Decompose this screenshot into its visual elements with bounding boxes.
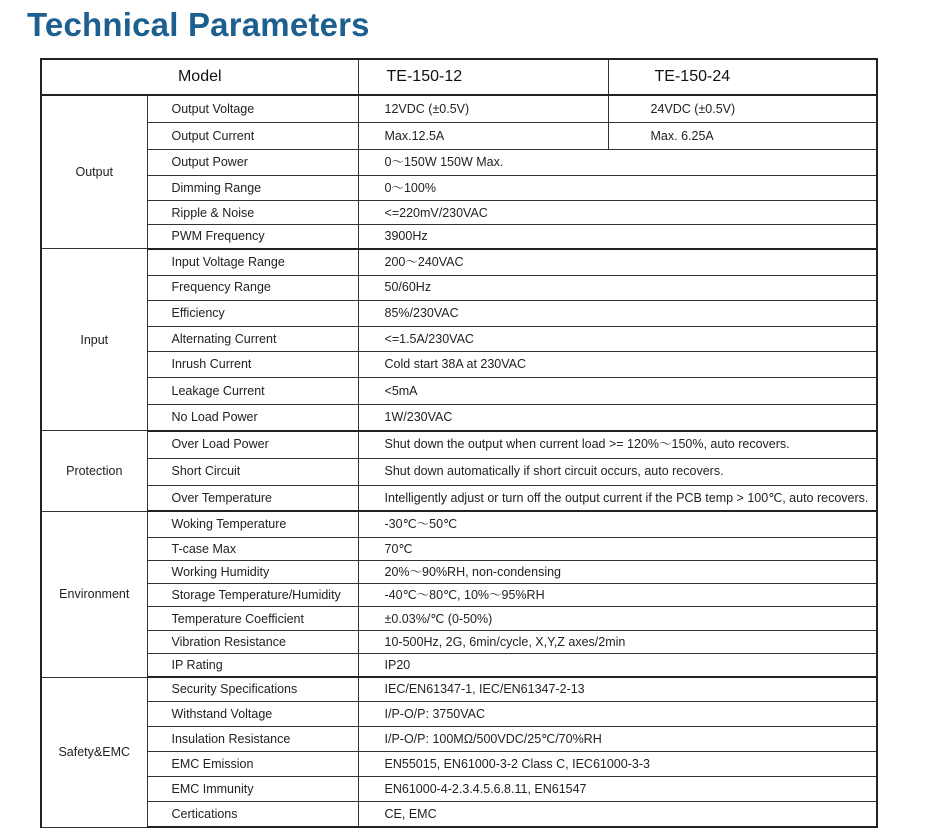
table-row	[41, 351, 877, 377]
group-label-output: Output	[41, 95, 147, 249]
table-row	[41, 777, 877, 802]
table-row	[41, 485, 877, 511]
param-value: 70℃	[358, 537, 877, 560]
param-value: 200～240VAC	[358, 249, 877, 275]
param-value: 10-500Hz, 2G, 6min/cycle, X,Y,Z axes/2min	[358, 631, 877, 654]
param-label: Output Power	[147, 149, 358, 175]
model-te-150-24: TE-150-24	[608, 59, 877, 95]
table-row	[41, 326, 877, 351]
table-row	[41, 431, 877, 458]
table-header-row	[41, 59, 877, 95]
param-value: Cold start 38A at 230VAC	[358, 351, 877, 377]
table-row	[41, 176, 877, 201]
param-value: 20%～90%RH, non-condensing	[358, 561, 877, 584]
param-label: T-case Max	[147, 537, 358, 560]
param-label: Leakage Current	[147, 378, 358, 405]
param-label: Over Temperature	[147, 485, 358, 511]
param-value: IP20	[358, 654, 877, 677]
param-value: 85%/230VAC	[358, 300, 877, 326]
param-label: Over Load Power	[147, 431, 358, 458]
table-row	[41, 802, 877, 827]
table-row	[41, 511, 877, 537]
param-label: Temperature Coefficient	[147, 607, 358, 631]
param-value: I/P-O/P: 3750VAC	[358, 701, 877, 726]
param-label: Inrush Current	[147, 351, 358, 377]
param-value: 0～100%	[358, 176, 877, 201]
param-label: IP Rating	[147, 654, 358, 677]
table-row	[41, 726, 877, 751]
param-value: -30℃～50℃	[358, 511, 877, 537]
table-row	[41, 701, 877, 726]
table-row	[41, 654, 877, 677]
table-row	[41, 201, 877, 225]
param-label: Insulation Resistance	[147, 726, 358, 751]
param-label: Alternating Current	[147, 326, 358, 351]
param-label: Output Current	[147, 122, 358, 149]
param-value: 50/60Hz	[358, 275, 877, 300]
param-value: EN55015, EN61000-3-2 Class C, IEC61000-3-3	[358, 751, 877, 776]
param-label: Vibration Resistance	[147, 631, 358, 654]
param-label: PWM Frequency	[147, 225, 358, 249]
param-value: Intelligently adjust or turn off the output current if the PCB temp > 100℃, auto recovers.	[358, 485, 877, 511]
group-label-protection: Protection	[41, 431, 147, 511]
param-value: 0～150W 150W Max.	[358, 149, 877, 175]
group-label-environment: Environment	[41, 511, 147, 677]
table-row	[41, 584, 877, 607]
param-label: Output Voltage	[147, 95, 358, 122]
param-value: I/P-O/P: 100MΩ/500VDC/25℃/70%RH	[358, 726, 877, 751]
param-label: Frequency Range	[147, 275, 358, 300]
param-value: ±0.03%/℃ (0-50%)	[358, 607, 877, 631]
table-row	[41, 378, 877, 405]
model-te-150-12: TE-150-12	[358, 59, 608, 95]
param-label: Woking Temperature	[147, 511, 358, 537]
page-title: Technical Parameters	[27, 6, 370, 43]
param-value: -40℃～80℃, 10%～95%RH	[358, 584, 877, 607]
table-row	[41, 122, 877, 149]
param-value: <=220mV/230VAC	[358, 201, 877, 225]
param-label: Storage Temperature/Humidity	[147, 584, 358, 607]
param-value-te-150-24: Max. 6.25A	[608, 122, 877, 149]
table-row	[41, 149, 877, 175]
table-row	[41, 275, 877, 300]
param-label: EMC Immunity	[147, 777, 358, 802]
param-label: Efficiency	[147, 300, 358, 326]
param-value: <5mA	[358, 378, 877, 405]
param-label: Withstand Voltage	[147, 701, 358, 726]
table-row	[41, 95, 877, 122]
group-label-input: Input	[41, 249, 147, 431]
param-label: Ripple & Noise	[147, 201, 358, 225]
table-row	[41, 249, 877, 275]
table-row	[41, 537, 877, 560]
table-row	[41, 677, 877, 701]
model-label: Model	[41, 59, 358, 95]
group-label-safety-emc: Safety&EMC	[41, 677, 147, 827]
param-label: Input Voltage Range	[147, 249, 358, 275]
table-row	[41, 751, 877, 776]
table-row	[41, 561, 877, 584]
table-row	[41, 300, 877, 326]
param-value-te-150-24: 24VDC (±0.5V)	[608, 95, 877, 122]
param-value: 1W/230VAC	[358, 405, 877, 431]
table-row	[41, 607, 877, 631]
param-label: Dimming Range	[147, 176, 358, 201]
param-value: Shut down the output when current load >= 120%～150%, auto recovers.	[358, 431, 877, 458]
table-row	[41, 405, 877, 431]
table-row	[41, 225, 877, 249]
param-value-te-150-12: 12VDC (±0.5V)	[358, 95, 608, 122]
technical-parameters-table	[40, 58, 878, 828]
param-label: No Load Power	[147, 405, 358, 431]
param-label: Short Circuit	[147, 458, 358, 485]
param-value-te-150-12: Max.12.5A	[358, 122, 608, 149]
table-row	[41, 458, 877, 485]
param-value: 3900Hz	[358, 225, 877, 249]
param-value: CE, EMC	[358, 802, 877, 827]
table-row	[41, 631, 877, 654]
param-value: IEC/EN61347-1, IEC/EN61347-2-13	[358, 677, 877, 701]
param-value: <=1.5A/230VAC	[358, 326, 877, 351]
param-label: EMC Emission	[147, 751, 358, 776]
param-value: EN61000-4-2.3.4.5.6.8.11, EN61547	[358, 777, 877, 802]
param-value: Shut down automatically if short circuit occurs, auto recovers.	[358, 458, 877, 485]
param-label: Certications	[147, 802, 358, 827]
param-label: Security Specifications	[147, 677, 358, 701]
param-label: Working Humidity	[147, 561, 358, 584]
